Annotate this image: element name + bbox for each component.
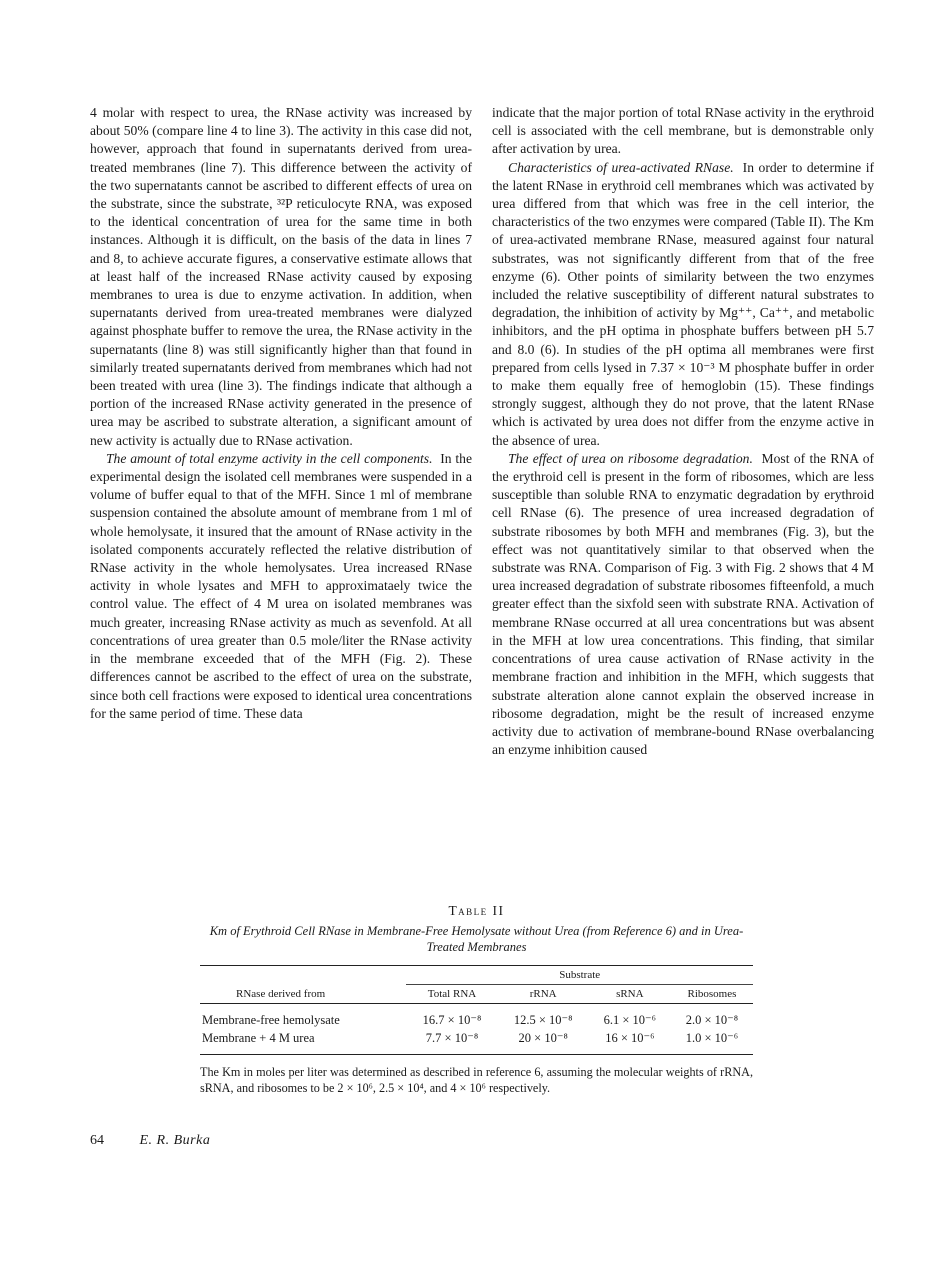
paragraph: 4 molar with respect to urea, the RNase activity was increased by about 50% (compare line 4 to line 3). The activity in this case did not, however, approach that found in supernatants derived from urea-treated membranes (line 7). This difference between the activity of the two supernatants cannot be ascribed to different effects of urea on the substrate, since the substrate, ³²P reticulocyte RNA, was exposed to the identical concentration of urea for the same time in both instances. Although it is difficult, on the basis of the data in lines 7 and 8, to achieve accurate figures, a conservative estimate allows that at least half of the increased RNase activity caused by exposing membranes to urea is due to enzyme activation. In addition, when supernatants derived from urea-treated membranes were dialyzed against phosphate buffer to remove the urea, the RNase activity in the supernatants (line 8) was still significantly higher than that found in similarly treated supernatants derived from membranes which had not been treated with urea (line 3). The findings indicate that although a portion of the increased RNase activity generated in the presence of urea may be ascribed to substrate alteration, a significant amount of new activity is actually due to RNase activation.	[90, 105, 472, 448]
section-heading: Characteristics of urea-activated RNase.	[508, 159, 734, 175]
left-column	[90, 104, 472, 723]
row-label: Membrane-free hemolysate	[202, 1012, 340, 1027]
table-number: Table II	[448, 903, 505, 918]
paragraph-text: In order to determine if the latent RNase in erythroid cell membranes which was activated by urea differed from that which was free in the cell interior, the characteristics of the two enzymes were compared (Table II). The Km of urea-activated membrane RNase, measured against four natural substrates, was not significantly different from that of the free enzyme (6). Other points of similarity between the two enzymes included the relative susceptibility of different natural substrates to degradation, the inhibition of activity by Mg⁺⁺, Ca⁺⁺, and metabolic inhibitors, and the pH optima in phosphate buffers between pH 5.7 and 8.0 (6). In studies of the pH optima all membranes were first prepared from cells lysed in 7.37 × 10⁻³ M phosphate buffer in order to make them equally free of hemoglobin (15). These findings strongly suggest, although they do not prove, that the latent RNase which is activated by urea does not differ from the enzyme active in the absence of urea.	[492, 159, 874, 448]
page-footer	[90, 1133, 210, 1149]
column-header: Ribosomes	[687, 988, 737, 1000]
section-heading: The effect of urea on ribosome degradation.	[508, 450, 753, 466]
table-cell: 7.7 × 10⁻⁸	[425, 1031, 479, 1045]
column-header: Total RNA	[427, 988, 477, 1000]
author-name: E. R. Burka	[139, 1133, 211, 1148]
table-cell: 16 × 10⁻⁶	[605, 1031, 655, 1045]
table-row	[200, 1004, 753, 1030]
table-block	[200, 903, 753, 1096]
row-header: RNase derived from	[236, 988, 326, 1000]
row-label: Membrane + 4 M urea	[202, 1030, 315, 1045]
right-column	[492, 104, 874, 759]
table-cell: 1.0 × 10⁻⁶	[685, 1031, 739, 1045]
paragraph-text: In the experimental design the isolated cell membranes were suspended in a volume of buffer equal to that of the MFH. Since 1 ml of membrane suspension contained the absolute amount of membrane from 1 ml of whole hemolysate, it insured that the amount of RNase activity in the isolated components accurately reflected the relative distribution of RNase activity in the whole hemolysates. Urea increased RNase activity in whole lysates and MFH to approximataely twice the control value. The effect of 4 M urea on isolated membranes was much greater, increasing RNase activity as much as sevenfold. At all concentrations of urea greater than 0.5 mole/liter the RNase activity in the membrane exceeded that of the MFH (Fig. 2). These differences cannot be ascribed to the effect of urea on the substrate, since both cell fractions were exposed to identical urea concentrations for the same period of time. These data	[90, 450, 473, 721]
paragraph-text: Most of the RNA of the erythroid cell is present in the form of ribosomes, which are less susceptible than soluble RNA to enzymatic degradation by erythroid cell RNase (6). The presence of urea increased degradation of substrate ribosomes by both MFH and membranes (Fig. 3), but the effect was not quantitatively similar to that observed when the substrate was RNA. Comparison of Fig. 3 with Fig. 2 shows that 4 M urea increased degradation of substrate ribosomes fifteenfold, a much greater effect than the sixfold seen with substrate RNA. Activation of membrane RNase occurred at all urea concentrations but was absent in the MFH at low urea concentrations. This finding, that similar concentrations of urea cause activation of RNase activity in the membrane fraction and inhibition in the MFH, which suggests that substrate alteration alone cannot explain the observed increase in ribosome degradation, might be the result of increased enzyme activity due to activation of membrane-bound RNase overbalancing an enzyme inhibition caused	[492, 450, 875, 758]
column-header: rRNA	[529, 988, 557, 1000]
table-cell: 12.5 × 10⁻⁸	[513, 1013, 573, 1027]
group-header: Substrate	[406, 966, 753, 985]
paragraph: indicate that the major portion of total RNase activity in the erythroid cell is associated with the cell membrane, but is demonstrable only after activation by urea.	[492, 105, 874, 157]
table-footnote: The Km in moles per liter was determined as described in reference 6, assuming the molecular weights of rRNA, sRNA, and ribosomes to be 2 × 10⁶, 2.5 × 10⁴, and 4 × 10⁶ respectively.	[200, 1065, 753, 1095]
table-cell: 2.0 × 10⁻⁸	[685, 1013, 739, 1027]
paragraph	[492, 450, 874, 759]
section-heading: The amount of total enzyme activity in the cell components.	[106, 450, 433, 466]
column-header: sRNA	[616, 988, 644, 1000]
table-caption: Km of Erythroid Cell RNase in Membrane-Free Hemolysate without Urea (from Reference 6) and in Urea-Treated Membranes	[209, 924, 744, 954]
table-cell: 6.1 × 10⁻⁶	[603, 1013, 657, 1027]
page-number: 64	[90, 1133, 104, 1148]
paragraph	[90, 450, 472, 723]
table-cell: 20 × 10⁻⁸	[518, 1031, 568, 1045]
table-cell: 16.7 × 10⁻⁸	[422, 1013, 482, 1027]
data-table	[200, 965, 753, 1055]
table-row	[200, 1029, 753, 1055]
paragraph	[492, 159, 874, 450]
